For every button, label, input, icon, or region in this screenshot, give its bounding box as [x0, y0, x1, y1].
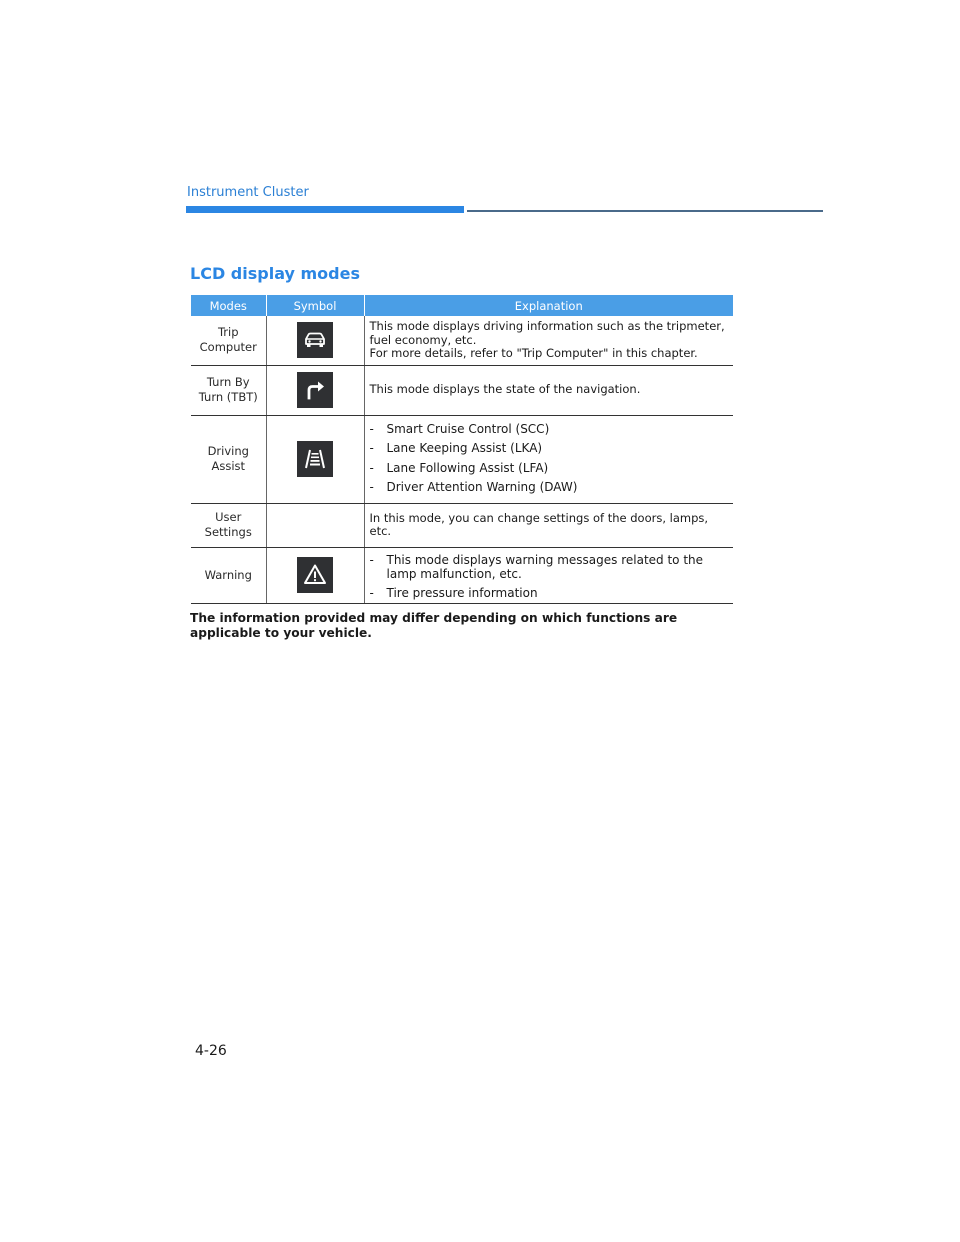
explanation-cell — [364, 415, 733, 503]
car-icon — [297, 322, 333, 358]
blank-icon — [297, 507, 333, 543]
list-item: - This mode displays warning messages related to the lamp malfunction, etc. — [370, 553, 730, 582]
lcd-modes-table — [191, 295, 733, 604]
explanation-text: For more details, refer to "Trip Computer" in this chapter. — [369, 346, 698, 360]
header-explanation: Explanation — [364, 295, 733, 316]
footnote: The information provided may differ depending on which functions are applicable to your vehicle. — [190, 611, 678, 640]
explanation-text: In this mode, you can change settings of the doors, lamps, etc. — [369, 510, 709, 538]
symbol-cell — [266, 316, 364, 365]
page-number: 4-26 — [195, 1043, 227, 1059]
lane-assist-icon — [297, 441, 333, 477]
explanation-text: This mode displays the state of the navigation. — [369, 382, 641, 397]
symbol-cell — [266, 547, 364, 604]
symbol-cell — [266, 365, 364, 415]
list-item: - Tire pressure information — [370, 586, 730, 601]
explanation-cell — [364, 503, 733, 547]
mode-name: Warning — [191, 547, 266, 604]
list-item: - Lane Following Assist (LFA) — [370, 461, 730, 476]
table-header-row — [191, 295, 733, 316]
warning-triangle-icon — [297, 557, 333, 593]
mode-name: Driving Assist — [191, 415, 266, 503]
symbol-cell — [266, 415, 364, 503]
chapter-title: Instrument Cluster — [187, 185, 309, 200]
section-title: LCD display modes — [190, 264, 360, 283]
list-item: - Driver Attention Warning (DAW) — [370, 480, 730, 495]
mode-name: Trip Computer — [191, 316, 266, 365]
explanation-cell — [364, 547, 733, 604]
table-row — [191, 503, 733, 547]
table-row — [191, 316, 733, 365]
explanation-text: This mode displays driving information such as the tripmeter, fuel economy, etc. — [369, 319, 725, 347]
header-rule-thick — [186, 206, 464, 213]
header-symbol: Symbol — [266, 295, 364, 316]
table-row — [191, 547, 733, 604]
table-row — [191, 415, 733, 503]
symbol-cell — [266, 503, 364, 547]
header-rule-thin — [467, 210, 823, 212]
mode-name: Turn By Turn (TBT) — [191, 365, 266, 415]
explanation-cell — [364, 316, 733, 365]
mode-name: User Settings — [191, 503, 266, 547]
feature-list — [370, 422, 730, 495]
list-item: - Lane Keeping Assist (LKA) — [370, 441, 730, 456]
turn-right-arrow-icon — [297, 372, 333, 408]
list-item: - Smart Cruise Control (SCC) — [370, 422, 730, 437]
warning-list — [370, 553, 730, 601]
explanation-cell — [364, 365, 733, 415]
table-row — [191, 365, 733, 415]
header-modes: Modes — [191, 295, 266, 316]
